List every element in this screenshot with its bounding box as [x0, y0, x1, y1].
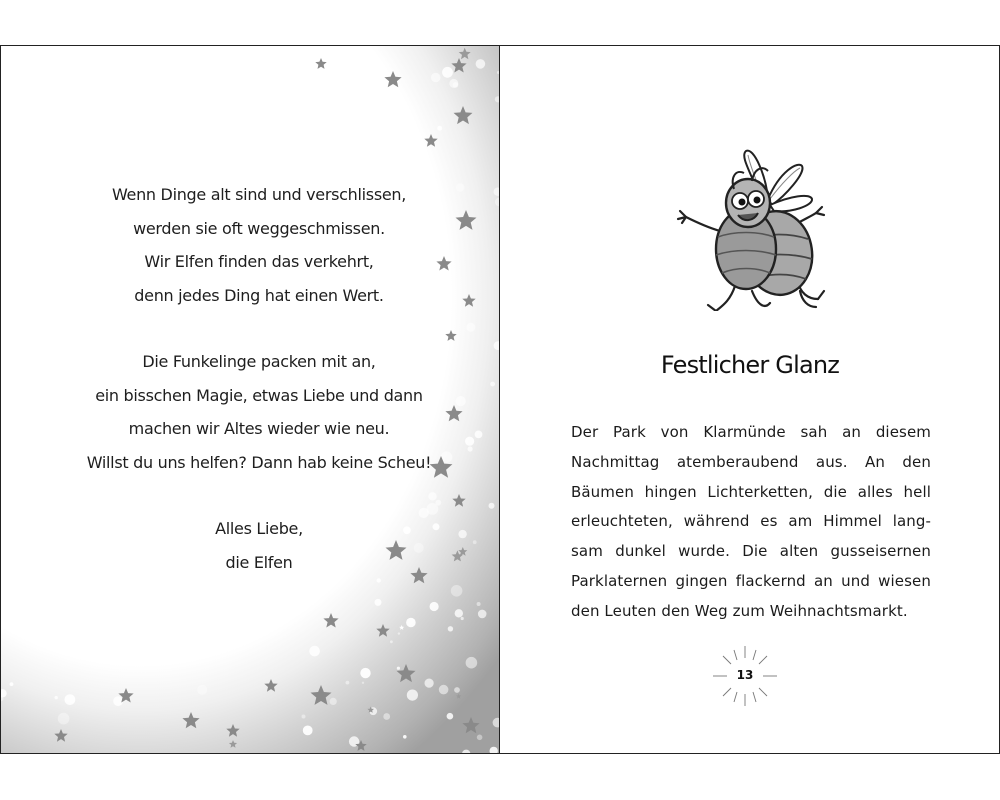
glow-dot — [407, 690, 418, 701]
glow-dot — [477, 602, 481, 606]
glow-dot — [476, 59, 486, 69]
glow-dot — [390, 640, 393, 643]
glow-dot — [439, 685, 449, 695]
glow-dot — [55, 696, 58, 699]
chapter-title: Festlicher Glanz — [660, 351, 840, 379]
star-icon — [226, 724, 239, 737]
star-icon — [397, 664, 416, 682]
body-line: Der Park von Klarmünde sah an diesem — [571, 423, 931, 441]
glow-dot — [398, 632, 400, 634]
bug-creature-icon — [650, 141, 850, 311]
glow-dot — [197, 685, 207, 695]
glow-dot — [58, 713, 70, 725]
glow-dot — [302, 715, 306, 719]
body-line: erleuchteten, während es am Himmel lang- — [571, 512, 931, 531]
glow-dot — [477, 735, 483, 741]
poem — [41, 178, 477, 612]
glow-dot — [1, 689, 7, 697]
glow-dot — [466, 657, 478, 669]
glow-dot — [449, 79, 458, 88]
star-icon — [454, 106, 473, 124]
star-icon — [462, 717, 479, 733]
glow-dot — [437, 126, 442, 131]
body-line: Bäumen hingen Lichterketten, die alles hell — [571, 482, 931, 501]
left-page — [0, 46, 500, 753]
glow-dot — [397, 667, 400, 670]
star-icon — [54, 729, 67, 742]
glow-dot — [478, 610, 487, 619]
glow-dot — [490, 382, 495, 387]
glow-dot — [442, 67, 453, 78]
body-line: sam dunkel wurde. Die alten gusseisernen — [571, 542, 931, 561]
poem-stanza-2 — [41, 345, 477, 479]
glow-dot — [303, 726, 313, 736]
star-icon — [456, 694, 461, 699]
poem-line: werden sie oft weggeschmissen. — [133, 218, 385, 238]
star-icon — [323, 613, 338, 628]
poem-signature — [41, 512, 477, 579]
poem-line: Wenn Dinge alt sind und verschlissen, — [111, 185, 407, 204]
glow-dot — [65, 694, 76, 705]
glow-dot — [462, 750, 470, 753]
body-line: Parklaternen gingen flackernd an und wiesen — [571, 571, 931, 590]
glow-dot — [489, 503, 495, 509]
signature-line: Alles Liebe, — [215, 519, 303, 538]
star-icon — [182, 712, 199, 728]
glow-dot — [490, 747, 498, 753]
star-icon — [311, 685, 332, 705]
glow-dot — [403, 735, 407, 739]
poem-line: Willst du uns helfen? Dann hab keine Scheu! — [86, 452, 432, 472]
glow-dot — [406, 618, 416, 628]
glow-dot — [309, 646, 320, 657]
glow-dot — [330, 698, 337, 705]
star-icon — [451, 58, 466, 73]
glow-dot — [447, 713, 454, 720]
glow-dot — [493, 718, 500, 728]
glow-dot — [10, 682, 14, 686]
body-line: Nachmittag atemberaubend aus. An den — [571, 452, 931, 471]
star-icon — [315, 58, 326, 69]
right-page — [500, 46, 1000, 753]
star-icon — [459, 48, 471, 60]
glow-dot — [454, 687, 460, 693]
glow-dot — [360, 668, 370, 678]
poem-line: Die Funkelinge packen mit an, — [142, 352, 376, 371]
glow-dot — [362, 682, 364, 684]
glow-dot — [113, 696, 123, 706]
star-icon — [384, 71, 401, 87]
glow-dot — [346, 681, 350, 685]
glow-dot — [383, 713, 390, 720]
poem-line: denn jedes Ding hat einen Wert. — [134, 285, 384, 305]
star-icon — [399, 625, 404, 630]
body-line: den Leuten den Weg zum Weihnachtsmarkt. — [571, 601, 908, 620]
poem-line: machen wir Altes wieder wie neu. — [128, 419, 390, 438]
poem-line: ein bisschen Magie, etwas Liebe und dann — [95, 385, 423, 405]
star-icon — [229, 740, 237, 748]
glow-dot — [431, 73, 441, 83]
star-icon — [264, 679, 277, 692]
signature-line: die Elfen — [225, 552, 293, 572]
page-number-badge — [705, 644, 785, 708]
star-icon — [376, 624, 389, 637]
glow-dot — [448, 626, 453, 631]
book-spread — [0, 45, 1000, 754]
poem-line: Wir Elfen finden das verkehrt, — [144, 252, 374, 271]
star-icon — [424, 134, 437, 147]
chapter-body-text — [571, 418, 931, 627]
glow-dot — [425, 679, 434, 688]
page-number: 13 — [736, 668, 754, 682]
glow-dot — [461, 617, 464, 620]
poem-stanza-1 — [41, 178, 477, 312]
